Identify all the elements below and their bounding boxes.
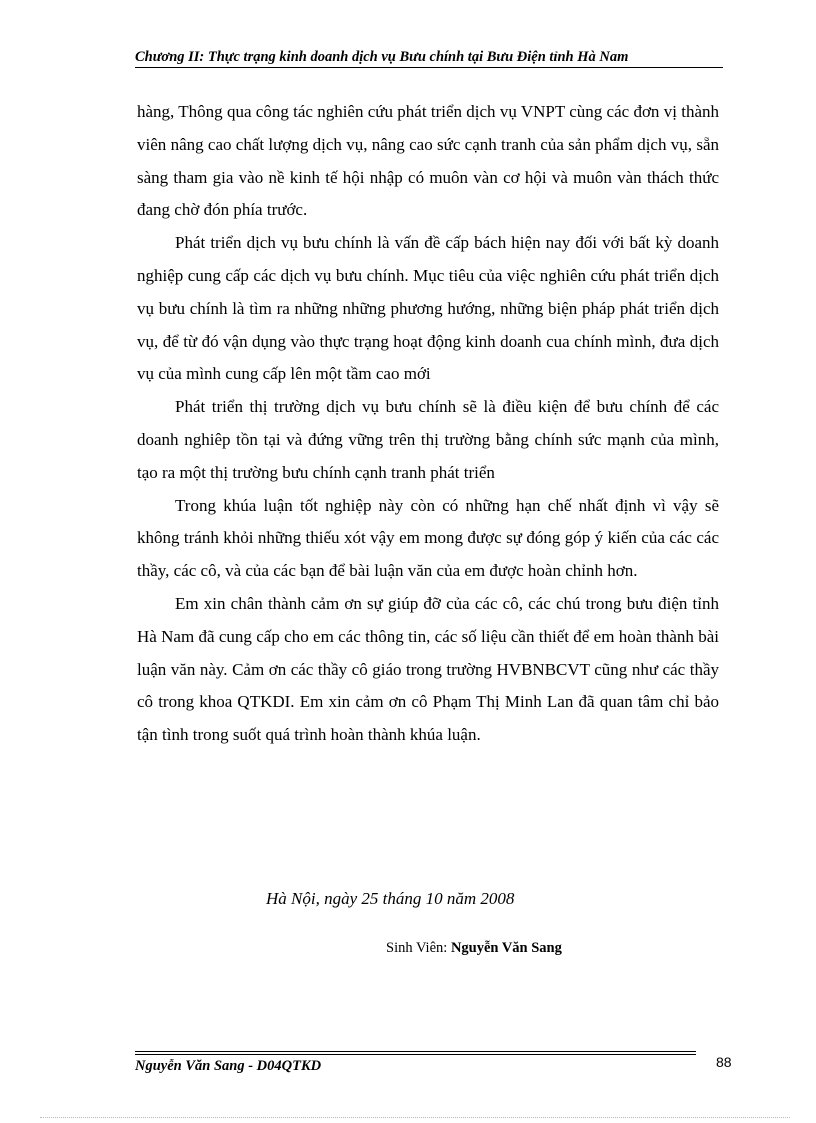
page-header-title: Chương II: Thực trạng kinh doanh dịch vụ Bưu chính tại Bưu Điện tỉnh Hà Nam (135, 49, 723, 68)
signer-label: Sinh Viên: (386, 940, 448, 956)
footer-divider (135, 1051, 696, 1055)
bottom-dotted-border (40, 1117, 790, 1118)
page-number: 88 (716, 1054, 732, 1070)
paragraph-3: Phát triển thị trường dịch vụ bưu chính sẽ là điều kiện để bưu chính để các doanh nghiêp tồn tại và đứng vững trên thị trường bằng chính sức mạnh của mình, tạo ra một thị trường bưu chính cạnh tranh phát triển (137, 397, 719, 482)
paragraph-2: Phát triển dịch vụ bưu chính là vấn đề cấp bách hiện nay đối với bất kỳ doanh nghiệp cung cấp các dịch vụ bưu chính. Mục tiêu của việc nghiên cứu phát triển dịch vụ bưu chính là tìm ra những những phương hướng, những biện pháp phát triển dịch vụ, để từ đó vận dụng vào thực trạng hoạt động kinh doanh cua chính mình, đưa dịch vụ của mình cung cấp lên một tầm cao mới (137, 233, 719, 384)
paragraph-1: hàng, Thông qua công tác nghiên cứu phát triển dịch vụ VNPT cùng các đơn vị thành viên nâng cao chất lượng dịch vụ, nâng cao sức cạnh tranh của sản phẩm dịch vụ, sẵn sàng tham gia vào nề kinh tế hội nhập có muôn vàn cơ hội và muôn vàn thách thức đang chờ đón phía trước. (137, 102, 719, 220)
paragraph-5: Em xin chân thành cảm ơn sự giúp đỡ của các cô, các chú trong bưu điện tỉnh Hà Nam đã cung cấp cho em các thông tin, các số liệu cần thiết để em hoàn thành bài luận văn này. Cảm ơn các thầy cô giáo trong trường HVBNBCVT cũng như các thầy cô trong khoa QTKDI. Em xin cảm ơn cô Phạm Thị Minh Lan đã quan tâm chỉ bảo tận tình trong suốt quá trình hoàn thành khúa luận. (137, 593, 719, 745)
footer-author: Nguyễn Văn Sang - D04QTKD (135, 1058, 322, 1074)
paragraph-4: Trong khúa luận tốt nghiệp này còn có những hạn chế nhất định vì vậy sẽ không tránh khỏi những thiếu xót vậy em mong được sự đóng góp ý kiến của các các thầy, các cô, và của các bạn để bài luận văn của em được hoàn chỉnh hơn. (137, 495, 719, 581)
signature-line (386, 940, 562, 957)
signer-name: Nguyễn Văn Sang (450, 940, 562, 956)
body-text (137, 96, 719, 752)
closing-date: Hà Nội, ngày 25 tháng 10 năm 2008 (266, 889, 515, 908)
